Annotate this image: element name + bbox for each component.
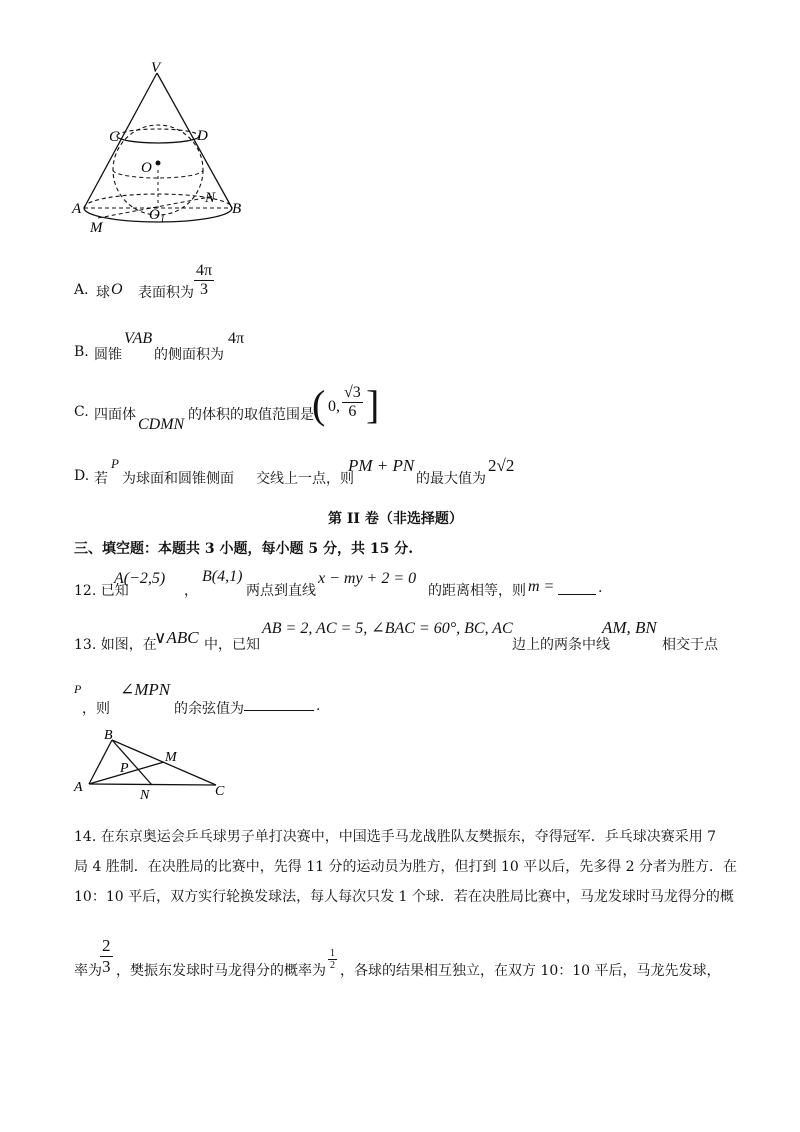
tri-label-B: B: [104, 728, 113, 743]
q13-text3: 相交于点: [662, 637, 718, 653]
option-c-fraction: [342, 384, 363, 421]
option-b-letter: B.: [74, 344, 89, 360]
label-O: O: [141, 160, 152, 176]
option-d-p: P: [111, 456, 119, 471]
q12-text1: 两点到直线: [246, 583, 316, 599]
section-title: 第 II 卷（非选择题）: [328, 511, 463, 527]
option-a-text2: 表面积为: [138, 285, 194, 301]
label-O1-sub: 1: [160, 214, 165, 225]
q12-m: m =: [528, 578, 555, 595]
q14-f2-num: 1: [330, 948, 335, 959]
option-c-open: (: [312, 382, 326, 427]
option-b-value: 4π: [228, 330, 245, 347]
option-c-zero: 0,: [328, 398, 340, 415]
q12-comma: ，: [184, 583, 198, 599]
option-b-text2: 的侧面积为: [154, 347, 224, 363]
option-b-text1: 圆锥: [94, 347, 122, 363]
option-d-text4: 的最大值为: [416, 471, 486, 487]
q13-answer-blank[interactable]: [244, 698, 314, 711]
option-c-den: 6: [342, 402, 363, 421]
part3-heading: 三、填空题：本题共 3 小题，每小题 5 分，共 15 分.: [74, 541, 414, 557]
q14-line1: 14. 在东京奥运会乒乓球男子单打决赛中，中国选手马龙战胜队友樊振东，夺得冠军．乒乓球决赛采用 7: [74, 829, 717, 845]
option-a-num: 4π: [196, 262, 213, 279]
label-V: V: [151, 60, 161, 76]
tri-label-N: N: [140, 788, 150, 802]
option-a-fraction: [194, 262, 214, 299]
q14-f2-den: 2: [330, 960, 335, 971]
q13-point-p: P: [74, 682, 82, 696]
option-d-sum: PM + PN: [348, 456, 415, 475]
q14-line4: [74, 936, 734, 986]
option-b-cone: VAB: [124, 330, 153, 347]
label-D: D: [197, 128, 208, 144]
q13-text1: 中，已知: [204, 637, 260, 653]
q12-point-a: A(−2,5): [114, 570, 166, 587]
q13-text4: ，则: [82, 701, 110, 717]
cone-sphere-figure: [60, 55, 260, 240]
option-a-letter: A.: [74, 282, 89, 298]
label-N: N: [205, 190, 216, 206]
tri-label-C: C: [215, 784, 225, 799]
option-d-text2: 为球面和圆锥侧面: [122, 471, 234, 487]
q12-answer-blank[interactable]: [558, 582, 596, 595]
option-d-text3: 交线上一点，则: [256, 471, 354, 487]
q14-fraction-2: [328, 948, 337, 971]
option-c-sqrt: √3: [344, 384, 361, 401]
q13-medians: AM, BN: [602, 618, 657, 637]
option-a-text1: 球: [96, 285, 110, 301]
q14-text3: ，各球的结果相互独立，在双方 10：10 平后，马龙先发球，: [340, 963, 721, 979]
q12-point-b: B(4,1): [202, 568, 243, 585]
option-c-text2: 的体积的取值范围是: [188, 407, 314, 423]
q13-triangle: ∨ABC: [154, 628, 199, 647]
q13-angle: ∠MPN: [120, 680, 171, 699]
option-c-letter: C.: [74, 404, 89, 420]
option-c-text1: 四面体: [94, 407, 136, 423]
option-c-tetra: CDMN: [138, 416, 185, 433]
q14-f1-den: 3: [102, 957, 111, 976]
label-A: A: [72, 201, 82, 217]
tri-label-A: A: [74, 780, 83, 795]
q14-fraction-1: [100, 936, 113, 977]
option-d-letter: D.: [74, 468, 90, 484]
label-O1: O: [149, 207, 160, 223]
q12-end: .: [598, 580, 603, 596]
q14-line2: 局 4 胜制．在决胜局的比赛中，先得 11 分的运动员为胜方，但打到 10 平以后，先多得 2 分者为胜方．在: [74, 859, 738, 875]
label-C: C: [109, 129, 120, 145]
q13-num: 13. 如图，在: [74, 637, 157, 653]
option-d-value: 2√2: [488, 456, 515, 475]
label-M: M: [90, 220, 103, 236]
triangle-figure: [68, 722, 238, 802]
option-a-den: 3: [194, 280, 214, 299]
q12-text2: 的距离相等，则: [428, 583, 526, 599]
option-a-sphere: O: [111, 281, 123, 298]
option-c-close: ]: [366, 382, 380, 427]
q13-text2: 边上的两条中线: [512, 637, 610, 653]
q13-condition: AB = 2, AC = 5, ∠BAC = 60°, BC, AC: [262, 620, 513, 637]
tri-label-M: M: [165, 750, 177, 765]
label-B: B: [232, 201, 242, 217]
q13-end: .: [316, 698, 321, 714]
q14-text1: 率为: [74, 963, 102, 979]
q12-line: x − my + 2 = 0: [318, 570, 417, 587]
option-d-text1: 若: [94, 471, 108, 487]
tri-label-P: P: [120, 761, 129, 776]
q14-text2: ，樊振东发球时马龙得分的概率为: [116, 963, 326, 979]
q14-line3: 10：10 平后，双方实行轮换发球法，每人每次只发 1 个球．若在决胜局比赛中，马龙发球时马龙得分的概: [74, 889, 734, 905]
q14-f1-num: 2: [102, 936, 111, 955]
q13-text5: 的余弦值为: [174, 701, 244, 717]
q12-num: 12. 已知: [74, 583, 129, 599]
